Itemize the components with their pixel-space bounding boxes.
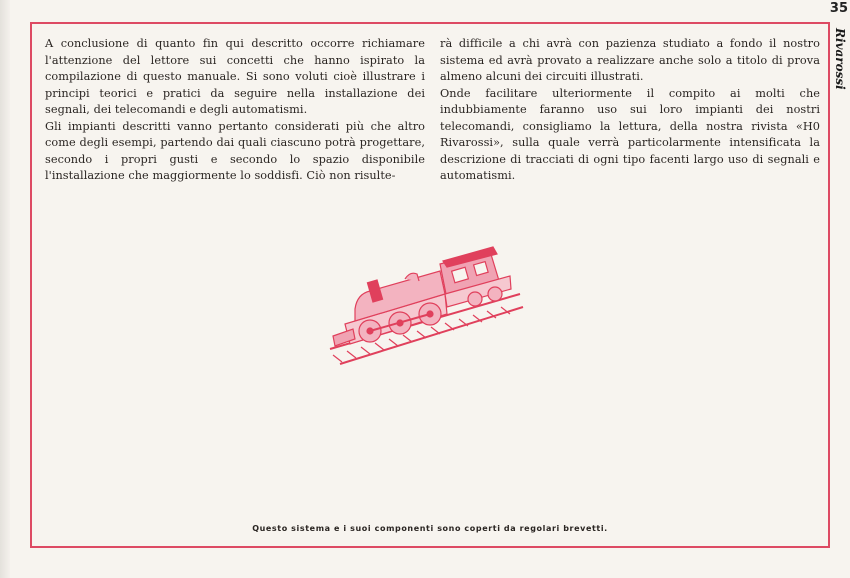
page-number: 35 bbox=[829, 1, 848, 16]
brand-logo bbox=[830, 20, 850, 98]
paragraph: Onde facilitare ulteriormente il compito ai molti che indubbiamente faranno uso sui loro impianti dei nostri telecomandi, consigliamo la lettura, della nostra rivista «H0 Rivarossi», sulla quale verrà particolarmente intensificata la descrizione di tracciati di ogni tipo facenti largo uso di segnali e automatismi. bbox=[440, 86, 820, 182]
text-column-left bbox=[45, 36, 425, 185]
text-column-right bbox=[440, 36, 820, 185]
page-frame bbox=[30, 22, 830, 548]
paragraph: rà difficile a chi avrà con pazienza studiato a fondo il nostro sistema ed avrà provato a realizzare anche solo a titolo di prova almeno alcuni dei circuiti illustrati. bbox=[440, 37, 820, 83]
brand-logo-text: Rivarossi bbox=[833, 28, 847, 90]
locomotive-body bbox=[333, 247, 511, 346]
locomotive-illustration bbox=[325, 239, 525, 369]
paragraph: Gli impianti descritti vanno pertanto considerati più che altro come degli esempi, partendo dai quali ciascuno potrà progettare, secondo i propri gusti e secondo lo spazio disponibile l'installazione che maggiormente lo soddisfi. Ciò non risulte- bbox=[45, 119, 425, 182]
page-binding-edge bbox=[0, 0, 10, 578]
paragraph: A conclusione di quanto fin qui descritto occorre richiamare l'attenzione del lettore sui concetti che hanno ispirato la compilazione di questo manuale. Si sono voluti cioè illustrare i principi teorici e pratici da seguire nella installazione dei segnali, dei telecomandi e degli automatismi. bbox=[45, 37, 425, 116]
footnote: Questo sistema e i suoi componenti sono coperti da regolari brevetti. bbox=[252, 524, 608, 533]
